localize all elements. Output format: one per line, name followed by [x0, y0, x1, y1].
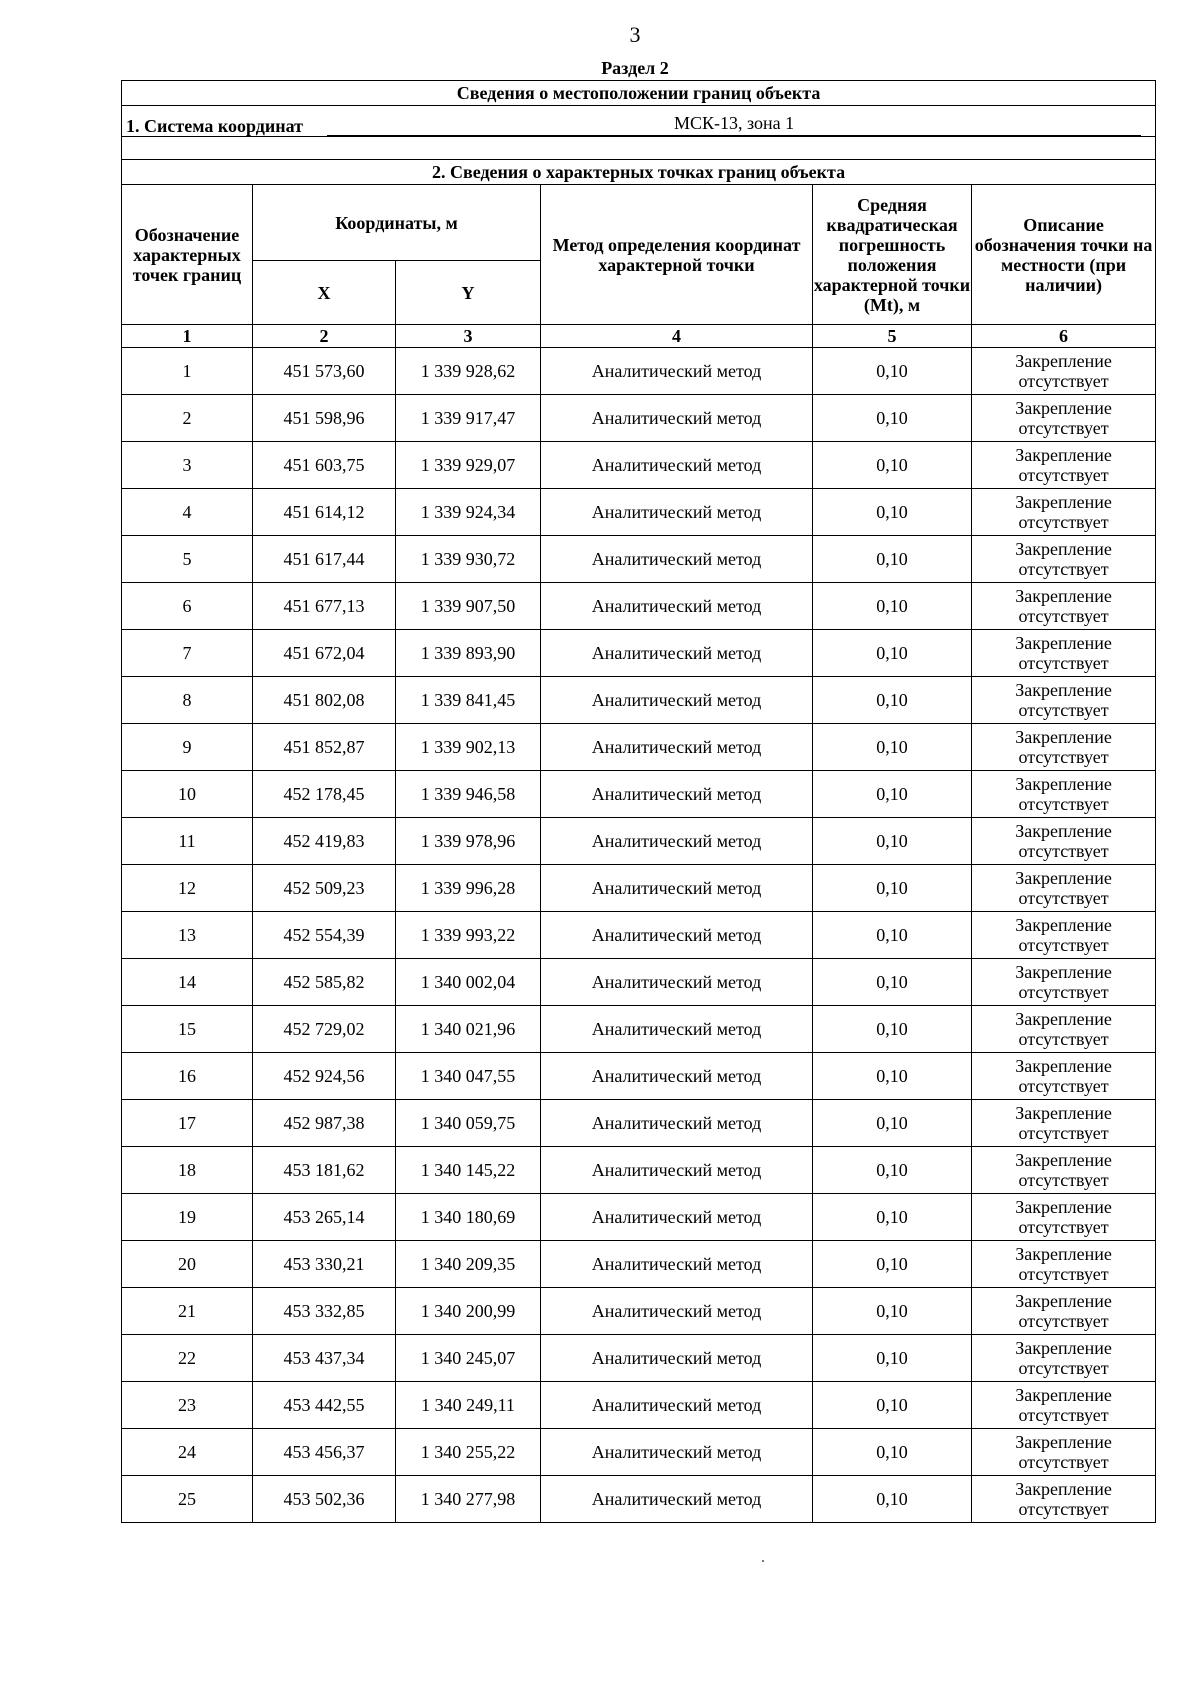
page-number: 3	[629, 22, 641, 47]
method-cell: Аналитический метод	[541, 865, 813, 912]
method-cell: Аналитический метод	[541, 912, 813, 959]
method-cell: Аналитический метод	[541, 677, 813, 724]
description-cell: Закрепление отсутствует	[972, 630, 1156, 677]
point-number-cell: 11	[122, 818, 253, 865]
error-cell: 0,10	[813, 536, 972, 583]
table-row	[122, 865, 1156, 912]
coordinate-system-row	[122, 106, 1156, 137]
error-cell: 0,10	[813, 442, 972, 489]
description-cell: Закрепление отсутствует	[972, 959, 1156, 1006]
error-cell: 0,10	[813, 677, 972, 724]
method-cell: Аналитический метод	[541, 1335, 813, 1382]
y-coordinate-cell: 1 339 841,45	[396, 677, 541, 724]
point-number-cell: 7	[122, 630, 253, 677]
column-number: 3	[396, 325, 541, 348]
description-cell: Закрепление отсутствует	[972, 1147, 1156, 1194]
description-cell: Закрепление отсутствует	[972, 1194, 1156, 1241]
table-row	[122, 1100, 1156, 1147]
description-cell: Закрепление отсутствует	[972, 1335, 1156, 1382]
x-coordinate-cell: 452 729,02	[253, 1006, 396, 1053]
header-description: Описание обозначения точки на местности (при наличии)	[972, 185, 1156, 325]
method-cell: Аналитический метод	[541, 1194, 813, 1241]
method-cell: Аналитический метод	[541, 1006, 813, 1053]
table-row	[122, 771, 1156, 818]
header-point: Обозначение характерных точек границ	[122, 185, 253, 325]
error-cell: 0,10	[813, 1476, 972, 1523]
point-number-cell: 21	[122, 1288, 253, 1335]
method-cell: Аналитический метод	[541, 1429, 813, 1476]
table-row	[122, 677, 1156, 724]
point-number-cell: 6	[122, 583, 253, 630]
coordinate-system-label: 1. Система координат	[126, 116, 303, 136]
table-row	[122, 1429, 1156, 1476]
error-cell: 0,10	[813, 1429, 972, 1476]
table-row	[122, 1382, 1156, 1429]
description-cell: Закрепление отсутствует	[972, 583, 1156, 630]
section-label: Раздел 2	[601, 58, 669, 78]
description-cell: Закрепление отсутствует	[972, 1006, 1156, 1053]
point-number-cell: 20	[122, 1241, 253, 1288]
y-coordinate-cell: 1 339 996,28	[396, 865, 541, 912]
description-cell: Закрепление отсутствует	[972, 442, 1156, 489]
table-row	[122, 1006, 1156, 1053]
point-number-cell: 16	[122, 1053, 253, 1100]
coordinate-system-value: МСК-13, зона 1	[327, 113, 1141, 136]
y-coordinate-cell: 1 339 993,22	[396, 912, 541, 959]
table-title: Сведения о местоположении границ объекта	[122, 81, 1156, 106]
table-row	[122, 1288, 1156, 1335]
y-coordinate-cell: 1 339 928,62	[396, 348, 541, 395]
y-coordinate-cell: 1 339 929,07	[396, 442, 541, 489]
error-cell: 0,10	[813, 348, 972, 395]
description-cell: Закрепление отсутствует	[972, 818, 1156, 865]
description-cell: Закрепление отсутствует	[972, 536, 1156, 583]
method-cell: Аналитический метод	[541, 959, 813, 1006]
x-coordinate-cell: 451 614,12	[253, 489, 396, 536]
x-coordinate-cell: 452 987,38	[253, 1100, 396, 1147]
description-cell: Закрепление отсутствует	[972, 1429, 1156, 1476]
x-coordinate-cell: 451 573,60	[253, 348, 396, 395]
y-coordinate-cell: 1 339 930,72	[396, 536, 541, 583]
method-cell: Аналитический метод	[541, 630, 813, 677]
error-cell: 0,10	[813, 724, 972, 771]
header-method: Метод определения координат характерной точки	[541, 185, 813, 325]
point-number-cell: 22	[122, 1335, 253, 1382]
y-coordinate-cell: 1 340 209,35	[396, 1241, 541, 1288]
error-cell: 0,10	[813, 1382, 972, 1429]
header-y: Y	[396, 261, 541, 325]
description-cell: Закрепление отсутствует	[972, 1382, 1156, 1429]
point-number-cell: 24	[122, 1429, 253, 1476]
y-coordinate-cell: 1 340 245,07	[396, 1335, 541, 1382]
method-cell: Аналитический метод	[541, 771, 813, 818]
method-cell: Аналитический метод	[541, 583, 813, 630]
error-cell: 0,10	[813, 1335, 972, 1382]
method-cell: Аналитический метод	[541, 536, 813, 583]
table-row	[122, 395, 1156, 442]
x-coordinate-cell: 452 178,45	[253, 771, 396, 818]
x-coordinate-cell: 453 442,55	[253, 1382, 396, 1429]
method-cell: Аналитический метод	[541, 1147, 813, 1194]
point-number-cell: 23	[122, 1382, 253, 1429]
y-coordinate-cell: 1 339 893,90	[396, 630, 541, 677]
boundary-points-table	[121, 80, 1156, 1523]
table-row	[122, 1241, 1156, 1288]
points-subtitle-row	[122, 160, 1156, 185]
table-row	[122, 489, 1156, 536]
method-cell: Аналитический метод	[541, 348, 813, 395]
x-coordinate-cell: 453 265,14	[253, 1194, 396, 1241]
points-subtitle: 2. Сведения о характерных точках границ объекта	[122, 160, 1156, 185]
table-row	[122, 1053, 1156, 1100]
table-row	[122, 818, 1156, 865]
method-cell: Аналитический метод	[541, 818, 813, 865]
spacer-row	[122, 137, 1156, 160]
error-cell: 0,10	[813, 818, 972, 865]
method-cell: Аналитический метод	[541, 1053, 813, 1100]
error-cell: 0,10	[813, 1006, 972, 1053]
description-cell: Закрепление отсутствует	[972, 1100, 1156, 1147]
point-number-cell: 2	[122, 395, 253, 442]
method-cell: Аналитический метод	[541, 724, 813, 771]
description-cell: Закрепление отсутствует	[972, 771, 1156, 818]
method-cell: Аналитический метод	[541, 1476, 813, 1523]
scan-speck	[762, 1560, 764, 1562]
error-cell: 0,10	[813, 865, 972, 912]
description-cell: Закрепление отсутствует	[972, 395, 1156, 442]
point-number-cell: 8	[122, 677, 253, 724]
error-cell: 0,10	[813, 1147, 972, 1194]
y-coordinate-cell: 1 340 277,98	[396, 1476, 541, 1523]
y-coordinate-cell: 1 340 059,75	[396, 1100, 541, 1147]
x-coordinate-cell: 452 554,39	[253, 912, 396, 959]
x-coordinate-cell: 451 603,75	[253, 442, 396, 489]
y-coordinate-cell: 1 340 180,69	[396, 1194, 541, 1241]
x-coordinate-cell: 452 924,56	[253, 1053, 396, 1100]
y-coordinate-cell: 1 339 917,47	[396, 395, 541, 442]
x-coordinate-cell: 453 437,34	[253, 1335, 396, 1382]
table-row	[122, 724, 1156, 771]
x-coordinate-cell: 451 852,87	[253, 724, 396, 771]
point-number-cell: 10	[122, 771, 253, 818]
x-coordinate-cell: 453 332,85	[253, 1288, 396, 1335]
table-row	[122, 348, 1156, 395]
table-title-row	[122, 81, 1156, 106]
point-number-cell: 4	[122, 489, 253, 536]
x-coordinate-cell: 453 456,37	[253, 1429, 396, 1476]
x-coordinate-cell: 452 419,83	[253, 818, 396, 865]
column-number: 2	[253, 325, 396, 348]
error-cell: 0,10	[813, 395, 972, 442]
y-coordinate-cell: 1 339 978,96	[396, 818, 541, 865]
description-cell: Закрепление отсутствует	[972, 724, 1156, 771]
error-cell: 0,10	[813, 771, 972, 818]
x-coordinate-cell: 451 617,44	[253, 536, 396, 583]
y-coordinate-cell: 1 339 924,34	[396, 489, 541, 536]
y-coordinate-cell: 1 339 946,58	[396, 771, 541, 818]
header-coordinates: Координаты, м	[253, 185, 541, 261]
description-cell: Закрепление отсутствует	[972, 1241, 1156, 1288]
y-coordinate-cell: 1 340 047,55	[396, 1053, 541, 1100]
header-error: Средняя квадратическая погрешность положения характерной точки (Mt), м	[813, 185, 972, 325]
description-cell: Закрепление отсутствует	[972, 865, 1156, 912]
table-row	[122, 1194, 1156, 1241]
x-coordinate-cell: 451 598,96	[253, 395, 396, 442]
description-cell: Закрепление отсутствует	[972, 348, 1156, 395]
y-coordinate-cell: 1 340 255,22	[396, 1429, 541, 1476]
column-numbers-row	[122, 325, 1156, 348]
table-row	[122, 912, 1156, 959]
error-cell: 0,10	[813, 489, 972, 536]
point-number-cell: 17	[122, 1100, 253, 1147]
point-number-cell: 12	[122, 865, 253, 912]
point-number-cell: 9	[122, 724, 253, 771]
table-row	[122, 1335, 1156, 1382]
x-coordinate-cell: 452 509,23	[253, 865, 396, 912]
method-cell: Аналитический метод	[541, 489, 813, 536]
method-cell: Аналитический метод	[541, 1382, 813, 1429]
table-row	[122, 1476, 1156, 1523]
table-row	[122, 536, 1156, 583]
error-cell: 0,10	[813, 1100, 972, 1147]
point-number-cell: 13	[122, 912, 253, 959]
y-coordinate-cell: 1 340 249,11	[396, 1382, 541, 1429]
x-coordinate-cell: 451 802,08	[253, 677, 396, 724]
y-coordinate-cell: 1 339 902,13	[396, 724, 541, 771]
method-cell: Аналитический метод	[541, 1288, 813, 1335]
method-cell: Аналитический метод	[541, 395, 813, 442]
y-coordinate-cell: 1 339 907,50	[396, 583, 541, 630]
column-number: 4	[541, 325, 813, 348]
point-number-cell: 19	[122, 1194, 253, 1241]
method-cell: Аналитический метод	[541, 1100, 813, 1147]
error-cell: 0,10	[813, 1194, 972, 1241]
error-cell: 0,10	[813, 583, 972, 630]
x-coordinate-cell: 451 677,13	[253, 583, 396, 630]
error-cell: 0,10	[813, 630, 972, 677]
point-number-cell: 1	[122, 348, 253, 395]
error-cell: 0,10	[813, 1241, 972, 1288]
header-row-top	[122, 185, 1156, 261]
y-coordinate-cell: 1 340 200,99	[396, 1288, 541, 1335]
description-cell: Закрепление отсутствует	[972, 1053, 1156, 1100]
x-coordinate-cell: 452 585,82	[253, 959, 396, 1006]
error-cell: 0,10	[813, 1053, 972, 1100]
x-coordinate-cell: 453 330,21	[253, 1241, 396, 1288]
header-x: X	[253, 261, 396, 325]
y-coordinate-cell: 1 340 021,96	[396, 1006, 541, 1053]
table-row	[122, 630, 1156, 677]
description-cell: Закрепление отсутствует	[972, 489, 1156, 536]
description-cell: Закрепление отсутствует	[972, 677, 1156, 724]
table-row	[122, 1147, 1156, 1194]
error-cell: 0,10	[813, 959, 972, 1006]
table-row	[122, 583, 1156, 630]
point-number-cell: 14	[122, 959, 253, 1006]
column-number: 5	[813, 325, 972, 348]
point-number-cell: 15	[122, 1006, 253, 1053]
description-cell: Закрепление отсутствует	[972, 1288, 1156, 1335]
y-coordinate-cell: 1 340 002,04	[396, 959, 541, 1006]
point-number-cell: 3	[122, 442, 253, 489]
x-coordinate-cell: 453 181,62	[253, 1147, 396, 1194]
y-coordinate-cell: 1 340 145,22	[396, 1147, 541, 1194]
method-cell: Аналитический метод	[541, 442, 813, 489]
column-number: 1	[122, 325, 253, 348]
table-row	[122, 442, 1156, 489]
point-number-cell: 5	[122, 536, 253, 583]
error-cell: 0,10	[813, 912, 972, 959]
point-number-cell: 18	[122, 1147, 253, 1194]
point-number-cell: 25	[122, 1476, 253, 1523]
x-coordinate-cell: 453 502,36	[253, 1476, 396, 1523]
table-row	[122, 959, 1156, 1006]
description-cell: Закрепление отсутствует	[972, 912, 1156, 959]
x-coordinate-cell: 451 672,04	[253, 630, 396, 677]
column-number: 6	[972, 325, 1156, 348]
error-cell: 0,10	[813, 1288, 972, 1335]
method-cell: Аналитический метод	[541, 1241, 813, 1288]
description-cell: Закрепление отсутствует	[972, 1476, 1156, 1523]
